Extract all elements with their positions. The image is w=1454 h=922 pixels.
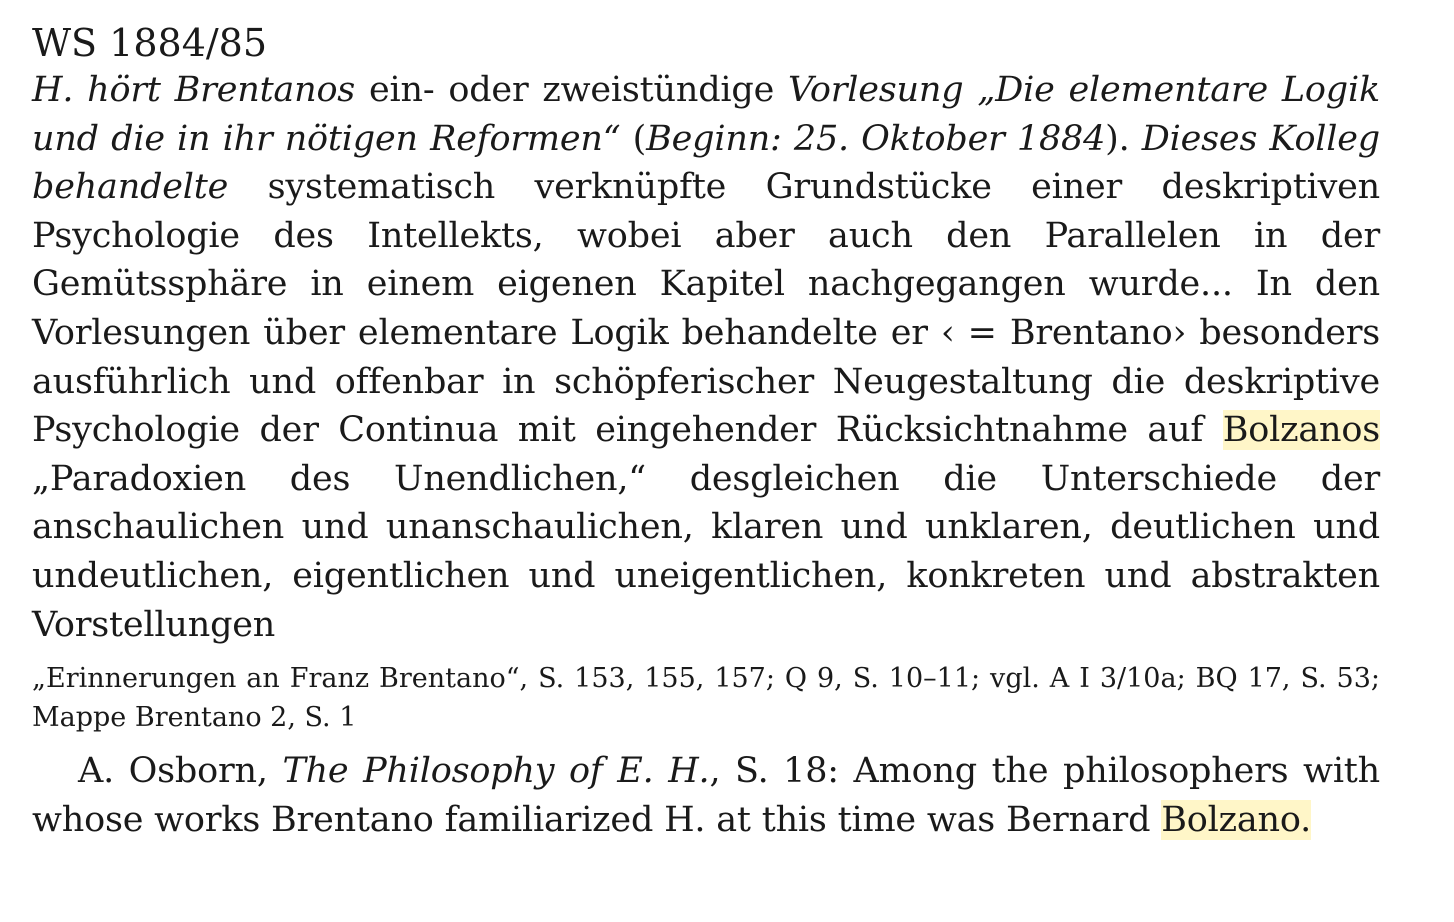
semester-heading: WS 1884/85 (32, 21, 268, 65)
text-run: systematisch verknüpfte Grundstücke einer deskriptiven Psychologie des Intellekts, wobei aber auch den Parallelen in der Gemütssphäre in einem eigenen Kapitel nachgegangen wurde... In den Vorlesungen über elementare Logik behandelte er ‹ = Brentano› besonders ausführlich und offenbar in schöpferischer Neugestaltung die deskriptive Psychologie der Continua mit eingehender Rücksichtnahme auf (32, 167, 1380, 451)
italic-start-date: Beginn: 25. Oktober 1884 (646, 118, 1106, 159)
source-reference: „Erinnerungen an Franz Brentano“, S. 153, 155, 157; Q 9, S. 10–11; vgl. A I 3/10a; BQ 17, S. 53; Mappe Brentano 2, S. 1 (32, 663, 1380, 734)
highlighted-term: Bolzano. (1161, 799, 1312, 840)
italic-book-title: The Philosophy of E. H. (282, 751, 710, 792)
main-paragraph (32, 66, 1380, 649)
text-run: ( (620, 118, 647, 159)
italic-phrase: Dieses Kolleg behandelte (32, 118, 1381, 208)
italic-subject: H. hört Brentanos (32, 70, 356, 110)
document-page (32, 20, 1380, 844)
text-run: A. Osborn, (78, 751, 283, 792)
quote-paragraph (32, 747, 1380, 844)
italic-lecture-title: Vorlesung „Die elementare Logik und die in ihr nötigen Reformen“ (32, 70, 1381, 159)
text-run: „Paradoxien des Unendlichen,“ desgleichen die Unterschiede der anschaulichen und unanschaulichen, klaren und unklaren, deutlichen und undeutlichen, eigentlichen und uneigentlichen, konkreten und abstrakten Vorstellungen (32, 458, 1380, 645)
text-run: , S. 18: Among the philosophers with whose works Brentano familiarized H. at this time was Bernard (32, 751, 1381, 840)
text-run: ). (1105, 118, 1142, 159)
highlighted-term: Bolzanos (1222, 410, 1380, 451)
text-run: ein- oder zweistündige (355, 70, 789, 110)
